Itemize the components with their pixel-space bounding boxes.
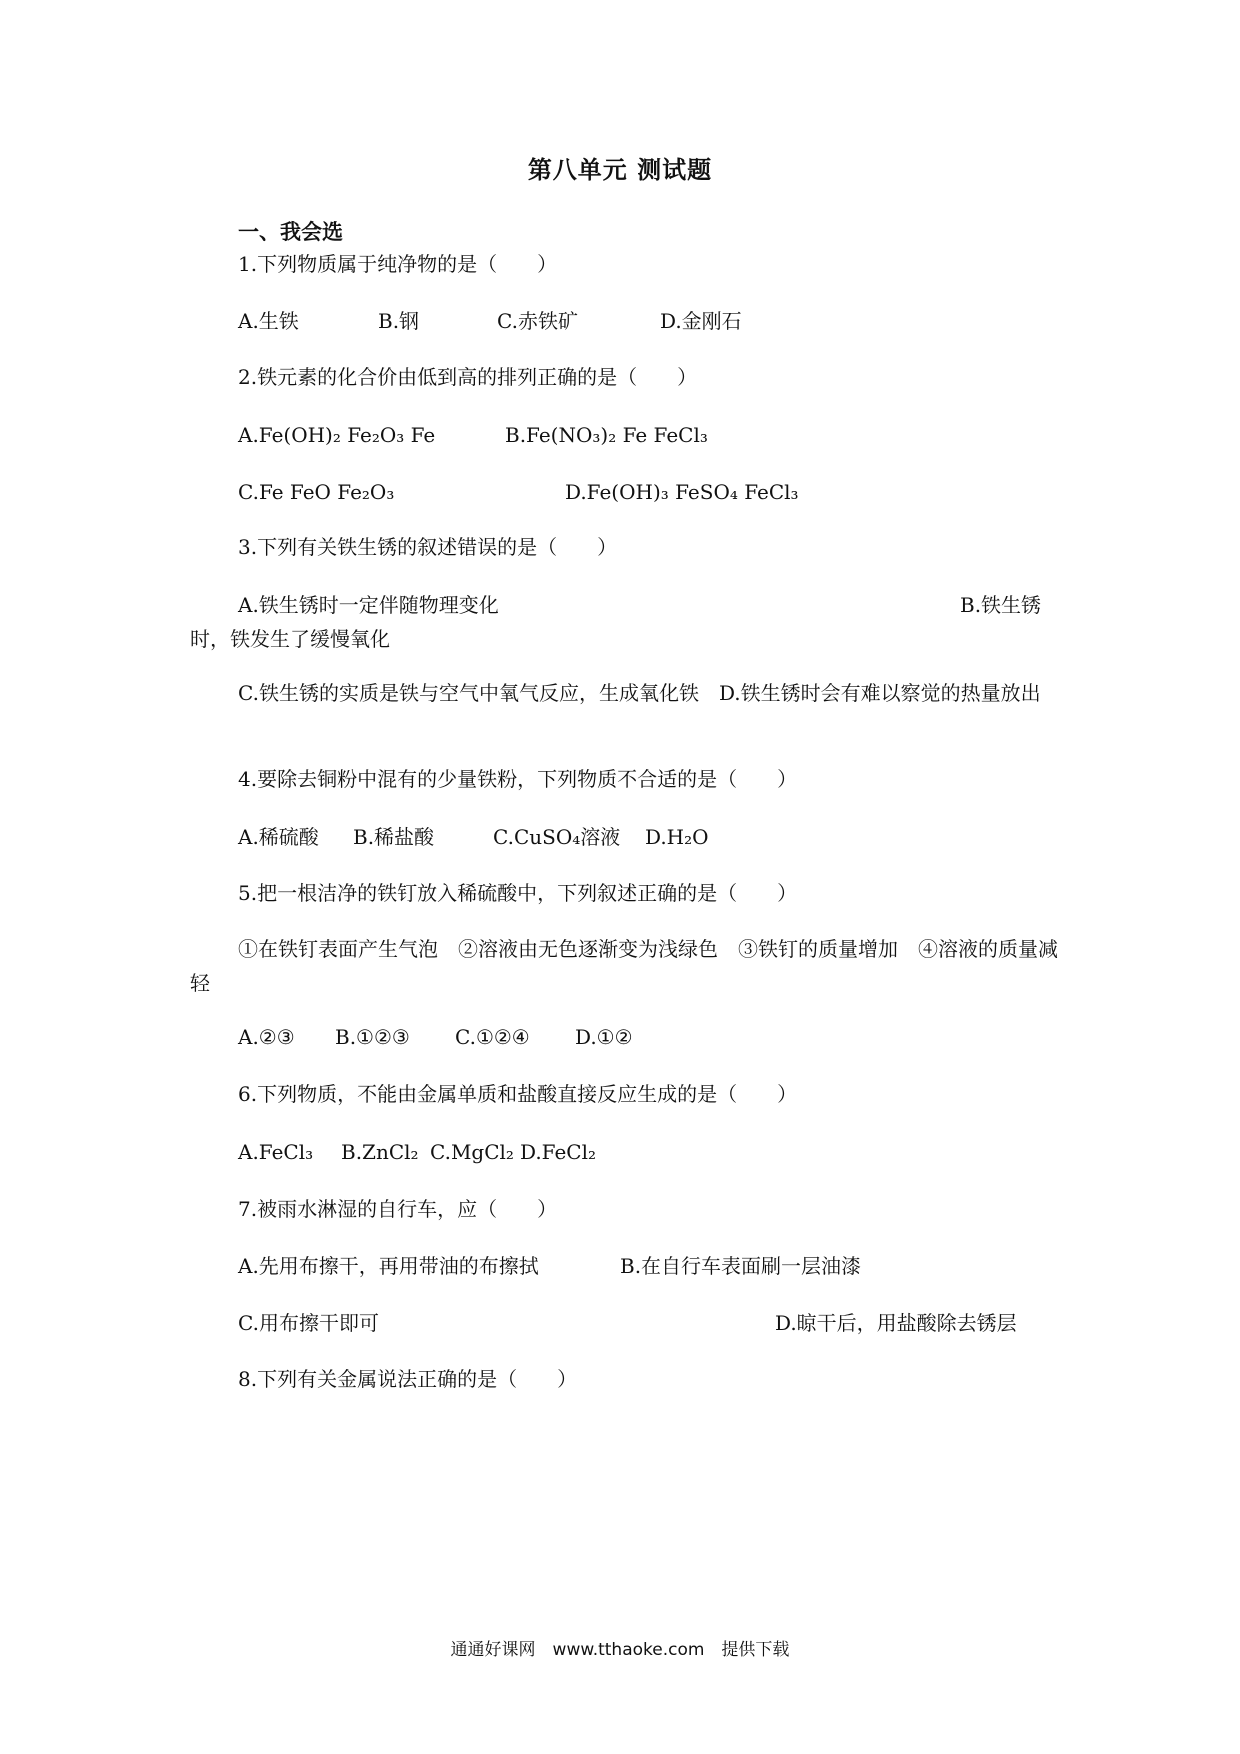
question-5-option-d: D.①②	[575, 1025, 633, 1049]
question-7-option-b: B.在自行车表面刷一层油漆	[620, 1254, 862, 1278]
question-2-option-b: B.Fe(NO₃)₂ Fe FeCl₃	[505, 423, 708, 447]
question-3-option-b: B.铁生锈时，铁发生了缓慢氧化	[190, 593, 1042, 651]
section-heading: 一、我会选	[238, 220, 343, 244]
question-7-option-a: A.先用布擦干，再用带油的布擦拭	[238, 1254, 539, 1278]
question-5-stem: 5.把一根洁净的铁钉放入稀硫酸中，下列叙述正确的是（ ）	[238, 881, 798, 905]
question-4-option-c: C.CuSO₄溶液	[493, 825, 621, 849]
page-title: 第八单元 测试题	[527, 156, 713, 184]
question-4-stem: 4.要除去铜粉中混有的少量铁粉，下列物质不合适的是（ ）	[238, 767, 798, 791]
question-1-stem: 1.下列物质属于纯净物的是（ ）	[238, 252, 558, 276]
question-5-statements: ①在铁钉表面产生气泡 ②溶液由无色逐渐变为浅绿色 ③铁钉的质量增加 ④溶液的质量减轻	[190, 937, 1058, 995]
question-3-stem: 3.下列有关铁生锈的叙述错误的是（ ）	[238, 535, 618, 559]
question-7-option-d: D.晾干后，用盐酸除去锈层	[775, 1311, 1017, 1335]
question-5-option-a: A.②③	[238, 1025, 295, 1049]
question-5-option-c: C.①②④	[455, 1025, 530, 1049]
question-6-option-c: C.MgCl₂	[430, 1140, 514, 1164]
question-5-option-b: B.①②③	[335, 1025, 410, 1049]
question-2-stem: 2.铁元素的化合价由低到高的排列正确的是（ ）	[238, 365, 698, 389]
question-4-option-a: A.稀硫酸	[238, 825, 319, 849]
question-8-stem: 8.下列有关金属说法正确的是（ ）	[238, 1367, 578, 1391]
question-6-option-b: B.ZnCl₂	[341, 1140, 419, 1164]
question-3-option-a: A.铁生锈时一定伴随物理变化	[238, 593, 499, 617]
question-7-option-c: C.用布擦干即可	[238, 1311, 379, 1335]
question-6-option-d: D.FeCl₂	[520, 1140, 597, 1164]
question-1-option-b: B.钢	[378, 309, 420, 333]
question-6-option-a: A.FeCl₃	[238, 1140, 314, 1164]
question-2-option-d: D.Fe(OH)₃ FeSO₄ FeCl₃	[565, 480, 799, 504]
page-footer: 通通好课网 www.tthaoke.com 提供下载	[450, 1640, 790, 1660]
question-6-stem: 6.下列物质，不能由金属单质和盐酸直接反应生成的是（ ）	[238, 1082, 798, 1106]
question-7-stem: 7.被雨水淋湿的自行车，应（ ）	[238, 1197, 558, 1221]
question-1-option-a: A.生铁	[238, 309, 299, 333]
question-4-option-b: B.稀盐酸	[353, 825, 435, 849]
question-2-option-c: C.Fe FeO Fe₂O₃	[238, 480, 395, 504]
question-4-option-d: D.H₂O	[645, 825, 709, 849]
question-1-option-d: D.金刚石	[660, 309, 742, 333]
question-3-option-cd: C.铁生锈的实质是铁与空气中氧气反应，生成氧化铁 D.铁生锈时会有难以察觉的热量放出	[238, 681, 1041, 705]
question-2-option-a: A.Fe(OH)₂ Fe₂O₃ Fe	[238, 423, 436, 447]
question-1-option-c: C.赤铁矿	[497, 309, 578, 333]
